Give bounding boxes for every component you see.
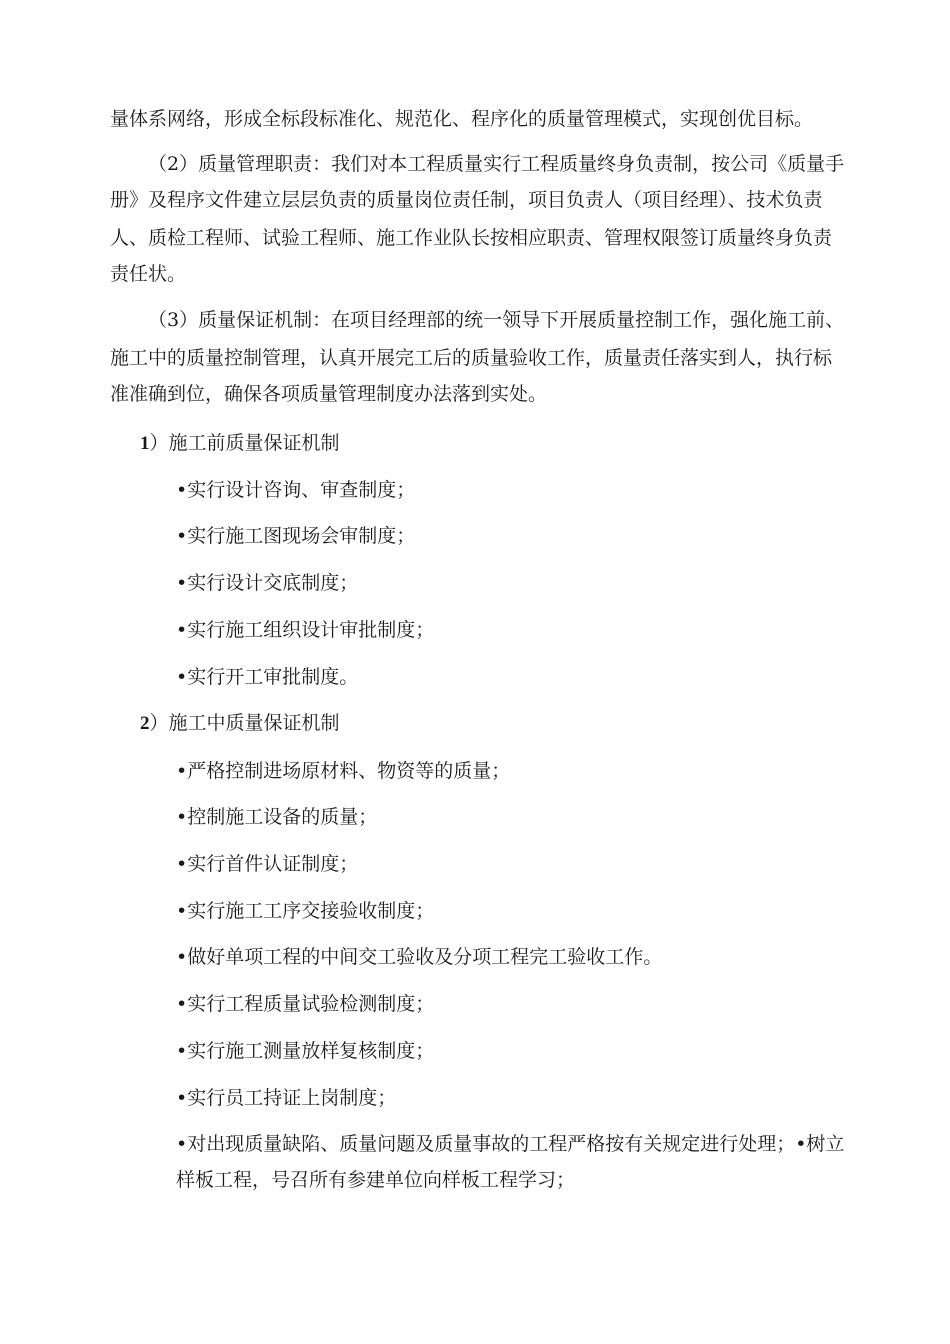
para2-line-3: 人、质检工程师、试验工程师、施工作业队长按相应职责、管理权限签订质量终身负责 — [110, 227, 833, 249]
section2-item: •实行施工测量放样复核制度； — [176, 1040, 435, 1062]
section2-item: •严格控制进场原材料、物资等的质量； — [176, 760, 511, 782]
para2-line-2: 册》及程序文件建立层层负责的质量岗位责任制，项目负责人（项目经理）、技术负责 — [110, 189, 823, 211]
section1-heading — [140, 431, 340, 456]
section2-item: 样板工程，号召所有参建单位向样板工程学习； — [176, 1169, 576, 1191]
para3-line-3: 准准确到位，确保各项质量管理制度办法落到实处。 — [110, 383, 548, 405]
section2-heading — [140, 711, 340, 736]
para3-line-2: 施工中的质量控制管理，认真开展完工后的质量验收工作，质量责任落实到人，执行标 — [110, 347, 833, 369]
section2-item: •实行员工持证上岗制度； — [176, 1087, 397, 1109]
section1-item: •实行开工审批制度。 — [176, 666, 359, 688]
section1-title: ）施工前质量保证机制 — [149, 432, 340, 454]
section2-item: •对出现质量缺陷、质量问题及质量事故的工程严格按有关规定进行处理；•树立 — [176, 1133, 845, 1155]
para3-line-1: （3）质量保证机制：在项目经理部的统一领导下开展质量控制工作，强化施工前、 — [148, 309, 845, 331]
section1-item: •实行设计交底制度； — [176, 572, 359, 594]
para2-line-1: （2）质量管理职责：我们对本工程质量实行工程质量终身负责制，按公司《质量手 — [148, 153, 845, 175]
section1-number: 1 — [140, 433, 150, 454]
section1-item: •实行设计咨询、审查制度； — [176, 479, 416, 501]
section2-item: •实行工程质量试验检测制度； — [176, 993, 435, 1015]
intro-line-1: 量体系网络，形成全标段标准化、规范化、程序化的质量管理模式，实现创优目标。 — [110, 108, 814, 130]
section2-item: •做好单项工程的中间交工验收及分项工程完工验收工作。 — [176, 946, 663, 968]
section1-item: •实行施工组织设计审批制度； — [176, 619, 435, 641]
section2-item: •控制施工设备的质量； — [176, 806, 378, 828]
section2-title: ）施工中质量保证机制 — [149, 712, 340, 734]
section2-item: •实行首件认证制度； — [176, 853, 359, 875]
section1-item: •实行施工图现场会审制度； — [176, 525, 416, 547]
para2-line-4: 责任状。 — [110, 263, 187, 285]
section2-item: •实行施工工序交接验收制度； — [176, 900, 435, 922]
section2-number: 2 — [140, 713, 150, 734]
